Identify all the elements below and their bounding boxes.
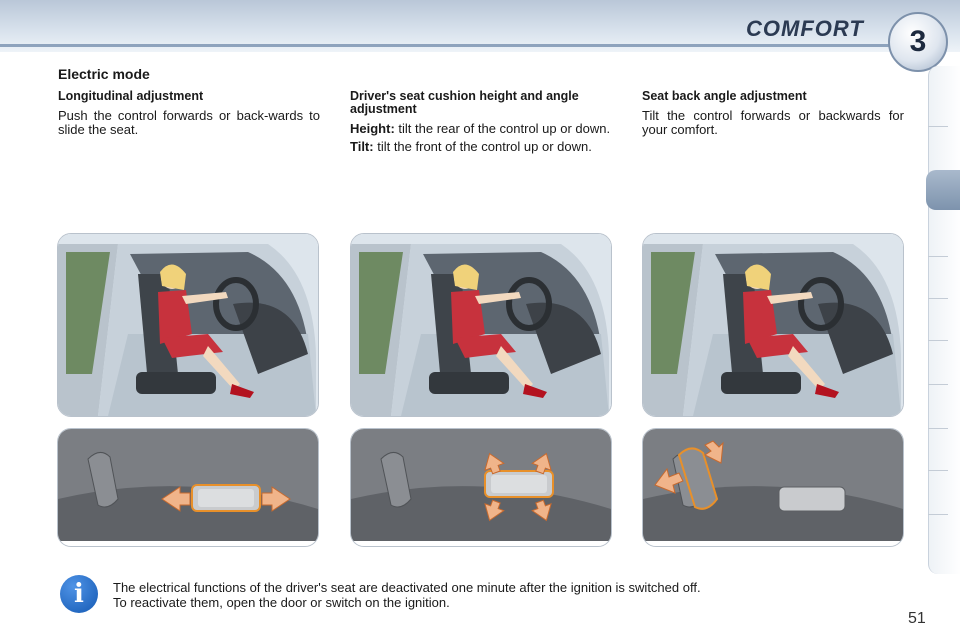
column-seatback [642, 90, 904, 137]
chapter-title: COMFORT [746, 16, 864, 41]
info-note-line2: To reactivate them, open the door or switch on the ignition. [113, 595, 450, 610]
column-longitudinal [58, 90, 320, 137]
illustration-longitudinal [57, 233, 319, 417]
car-seat-scene-image [351, 234, 611, 416]
info-note [113, 580, 873, 610]
text-longitudinal: Push the control forwards or back-wards to slide the seat. [58, 108, 320, 137]
heading-longitudinal: Longitudinal adjustment [58, 89, 204, 103]
side-tab-divider [928, 384, 948, 385]
info-icon: i [60, 575, 98, 613]
text-seatback: Tilt the control forwards or backwards for your comfort. [642, 108, 904, 137]
heading-seatback: Seat back angle adjustment [642, 89, 807, 103]
control-longitudinal [57, 428, 319, 547]
heading-cushion: Driver's seat cushion height and angle adjustment [350, 89, 579, 116]
side-tab-divider [928, 298, 948, 299]
text-tilt [350, 140, 612, 154]
illustration-seatback [642, 233, 904, 417]
info-note-line1: The electrical functions of the driver's seat are deactivated one minute after the ignition is switched off. [113, 580, 701, 595]
car-seat-scene-image [643, 234, 903, 416]
seat-control-image [58, 429, 318, 541]
side-tab-divider [928, 126, 948, 127]
side-tab-divider [928, 428, 948, 429]
side-tab-divider [928, 340, 948, 341]
label-height: Height: [350, 121, 395, 136]
illustration-cushion [350, 233, 612, 417]
control-seatback [642, 428, 904, 547]
header-divider [0, 44, 900, 47]
text-height [350, 122, 612, 136]
seat-control-image [643, 429, 903, 541]
section-title: Electric mode [58, 66, 150, 82]
chapter-side-tabs [928, 66, 960, 574]
column-cushion [350, 90, 612, 154]
label-tilt: Tilt: [350, 139, 374, 154]
seat-control-image [351, 429, 611, 541]
side-tab-divider [928, 470, 948, 471]
text-height-body: tilt the rear of the control up or down. [394, 121, 611, 136]
control-cushion [350, 428, 612, 547]
chapter-number-badge: 3 [888, 12, 948, 72]
side-tab-divider [928, 514, 948, 515]
text-tilt-body: tilt the front of the control up or down. [373, 139, 592, 154]
page-number: 51 [908, 610, 926, 627]
side-tab-divider [928, 256, 948, 257]
side-tab-active [926, 170, 960, 210]
car-seat-scene-image [58, 234, 318, 416]
